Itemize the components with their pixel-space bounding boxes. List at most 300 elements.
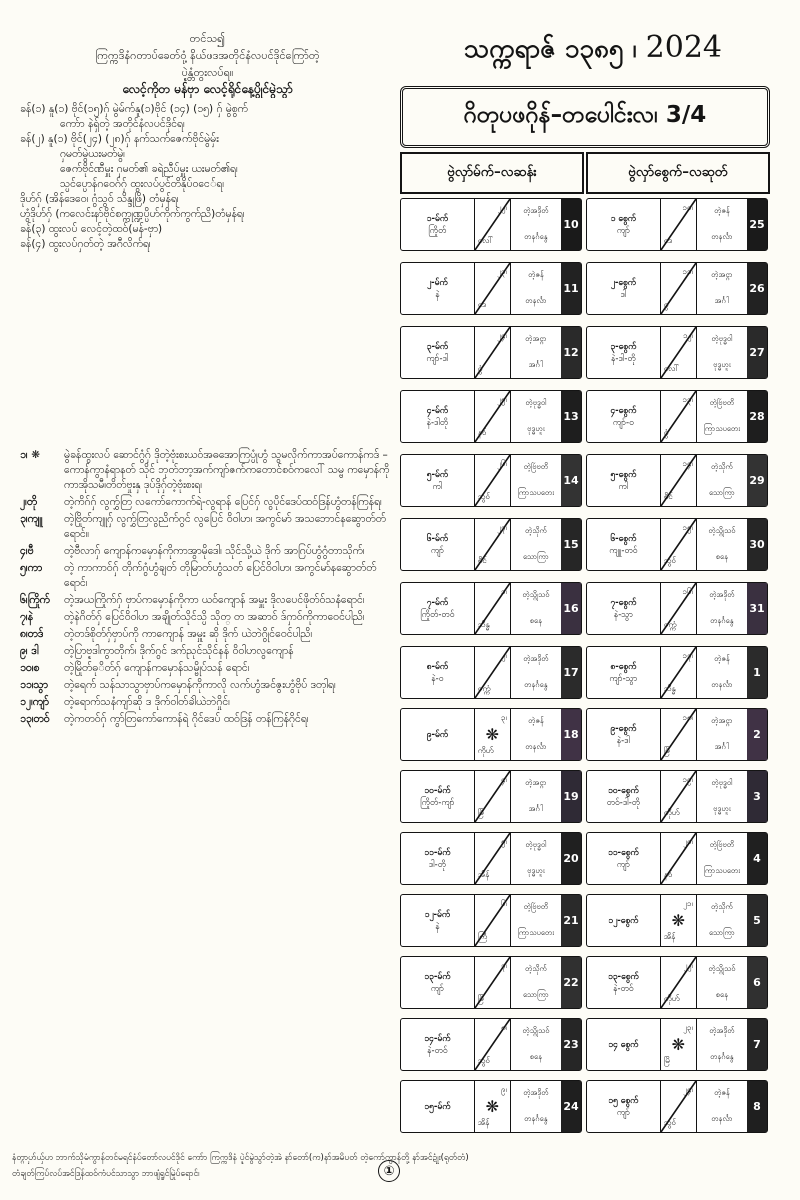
weekday-burmese: တနင်္ဂနွေ <box>710 1051 734 1061</box>
month-title-box: ဂိတုပဖဂိုန်–တပေါင်းလ၊ 3/4 <box>400 86 770 148</box>
lunar-day-sub: နဲ-ဒါ <box>616 735 631 746</box>
weekday-info <box>511 895 561 946</box>
moon-mark <box>475 391 511 442</box>
weekday-info <box>697 583 747 634</box>
moon-mark <box>661 833 697 884</box>
full-moon-icon: ❋ <box>485 1097 499 1116</box>
weekday-mon: တဲ့အင္ဂာ <box>711 270 733 280</box>
weekday-info <box>697 391 747 442</box>
lunar-day-sub: နဲ <box>435 921 440 932</box>
moon-mark <box>475 1081 511 1132</box>
moon-bottom: မြိ <box>477 808 484 817</box>
weekday-mon: တဲ့အင္ဂာ <box>711 716 733 726</box>
gregorian-date: 28 <box>747 391 767 442</box>
weekday-burmese: သောကြာ <box>709 927 735 937</box>
moon-bottom: ကိုဟ် <box>477 746 494 755</box>
weekday-mon: တဲ့သ္ဂိုသဝ် <box>522 590 550 600</box>
gregorian-date: 16 <box>561 583 581 634</box>
moon-bottom: သိန္ဓ <box>477 620 490 629</box>
moon-bottom: မြိ <box>663 746 670 755</box>
weekday-burmese: အင်္ဂါ <box>714 741 730 751</box>
moon-bottom: ဒေ <box>663 236 672 245</box>
weekday-info <box>697 647 747 698</box>
moon-mark <box>661 647 697 698</box>
calendar-day-cell <box>400 832 582 885</box>
gregorian-date: 26 <box>747 263 767 314</box>
lunar-day-sub: ဒါ <box>620 289 627 300</box>
weekday-guide-item <box>20 561 395 591</box>
lunar-day <box>587 895 661 946</box>
moon-top: ၄၊ <box>501 775 507 784</box>
moon-bottom: ဂွံ <box>477 364 483 373</box>
calendar-day-cell <box>400 518 582 571</box>
moon-bottom: သွဝ် <box>477 492 491 501</box>
weekday-burmese: သောကြာ <box>523 989 549 999</box>
lunar-day <box>587 1081 661 1132</box>
weekday-mon: တဲ့ဗြဴဗတိ <box>523 462 549 472</box>
moon-bottom: သွဝ် <box>663 556 677 565</box>
moon-top: ၂၅၊ <box>497 395 507 404</box>
lunar-day-label: ၁၀-မ်က် <box>424 785 451 796</box>
weekday-mon: တဲ့ဇန် <box>714 654 730 664</box>
full-moon-icon: ❋ <box>671 1035 685 1054</box>
moon-top: ၉၊ <box>501 1085 507 1094</box>
weekday-burmese: ဗုဒ္ဓဟူး <box>527 423 545 433</box>
moon-top: ၂၆၊ <box>497 459 507 468</box>
lunar-day-label: ၃-စွေက် <box>610 341 637 352</box>
moon-mark <box>475 583 511 634</box>
lunar-day <box>401 583 475 634</box>
waning-column-header: ဗွဲလှာ်စွေက်–လဆုတ် <box>586 152 770 194</box>
calendar-day-cell <box>400 646 582 699</box>
lunar-day <box>587 1019 661 1070</box>
weekday-mon: တဲ့အဒိုတ် <box>523 1088 549 1098</box>
lunar-day <box>587 263 661 314</box>
moon-top: ၁၆၊ <box>682 587 693 596</box>
weekday-info <box>511 1081 561 1132</box>
weekday-burmese: စနေ <box>715 551 728 561</box>
lunar-day-sub: နဲ-ဝ <box>431 673 444 684</box>
gregorian-date: 17 <box>561 647 581 698</box>
footer-line-2: တံချတ်ကြပ်လပ်အင်ဒြန်ထဝ်ကံပင်သာသွာ ဘာဖျံရ္ခင်မြုဲပ်ရောင်၊ <box>12 1169 200 1179</box>
lunar-day <box>587 391 661 442</box>
lunar-day-sub: ကြိုတ် <box>428 225 447 236</box>
note-line: ဒိုဟ်ဂှ် (အိန်ဒေဝေ၊ ဂွံသွဝ် သိန္ဒုဖြိ) တံမှန်ရ၊ <box>20 193 179 205</box>
weekday-guide-number: ၂၊တို <box>20 496 38 508</box>
lunar-day <box>587 519 661 570</box>
moon-mark <box>661 199 697 250</box>
weekday-mon: တဲ့ဗုဒ္ဓဝါ <box>525 840 547 850</box>
lunar-day <box>401 771 475 822</box>
weekday-info <box>697 263 747 314</box>
lunar-day-sub: ကါ <box>618 481 629 492</box>
weekday-info <box>697 957 747 1008</box>
weekday-guide-item <box>20 627 395 642</box>
note-line: ကော်ာ နဲရှ်တဲ့ အတိုင်နံလပင်ဒိုင်ရ၊ <box>60 118 185 130</box>
gregorian-date: 2 <box>747 709 767 760</box>
moon-top: ၃၊ <box>501 713 507 722</box>
weekday-guide-number: ၁၁၊သွာ <box>20 679 48 691</box>
weekday-burmese: ကြာသပတေး <box>517 487 555 497</box>
calendar-day-cell <box>586 894 768 947</box>
weekday-info <box>511 519 561 570</box>
moon-top: ၂၄၊ <box>497 331 507 340</box>
note-line: ခန်(၂) နူ(၁) ဗိုင်(၂၄) (၂၈)ဂှ် နက်သက်ဇေက်ဗိုင်မွဲမှ်း <box>20 133 219 145</box>
moon-bottom: ကြီ <box>477 932 487 941</box>
lunar-day <box>401 647 475 698</box>
calendar-day-cell <box>400 326 582 379</box>
lunar-day-label: ၈-မ်က် <box>426 661 449 672</box>
weekday-info <box>511 199 561 250</box>
weekday-info <box>697 327 747 378</box>
year-gregorian: 2024 <box>645 30 723 65</box>
calendar-day-cell <box>586 1080 768 1133</box>
moon-mark <box>661 455 697 506</box>
moon-top: ၂၃၊ <box>683 1023 693 1032</box>
calendar-day-cell <box>586 582 768 635</box>
weekday-mon: တဲ့အဒိုတ် <box>523 206 549 216</box>
calendar-day-cell <box>400 1080 582 1133</box>
lunar-day-label: ၉-မ်က် <box>426 729 449 740</box>
weekday-burmese: တနင်္ဂနွေ <box>524 1113 548 1123</box>
lunar-day-sub: တဝ်-ဒါ-တို <box>606 797 641 808</box>
weekday-burmese: အင်္ဂါ <box>714 295 730 305</box>
moon-mark <box>475 327 511 378</box>
weekday-burmese: သောကြာ <box>709 487 735 497</box>
moon-mark <box>475 455 511 506</box>
lunar-day <box>401 709 475 760</box>
gregorian-date: 31 <box>747 583 767 634</box>
weekday-guide-number: ၁၊ ❋ <box>20 449 41 461</box>
weekday-guide-text: တဲ့နဲဂိတ်ဂှ် ပြေင်ဝိဝါဟ အချိုတ်သိုင်သ္ပိ သိုတ္ တ အဆာဝ် ဒ်ဂှာဝ်ကိုကာဝေင်ပါညိ၊ <box>64 611 365 623</box>
lunar-day-label: ၁၂-မ်က် <box>424 909 451 920</box>
moon-top: ၂၃၊ <box>497 267 507 276</box>
lunar-day-sub: ကါ <box>432 481 443 492</box>
weekday-guide-item <box>20 644 395 659</box>
moon-mark <box>475 199 511 250</box>
moon-mark <box>661 957 697 1008</box>
moon-top: ၈၊ <box>500 1023 507 1032</box>
moon-top: ၁၅၊ <box>682 523 693 532</box>
lunar-day-label: ၆-စွေက် <box>610 533 637 544</box>
note-line: ခန်(၄) ထွးလပ်ဂှတ်တဲ့ အဂီလိက်ရ၊ <box>20 238 151 250</box>
lunar-day-label: ၂-စွေက် <box>610 277 637 288</box>
weekday-info <box>697 709 747 760</box>
weekday-info <box>511 709 561 760</box>
moon-mark <box>661 895 697 946</box>
weekday-guide-text: တဲ့ပြာဗ္ဍဒါကွာတိုက်၊ ဒိုက်ဂွင် ဒက်ညုင်သိုင်နန် ဝိဝါဟလွကျောန် <box>64 645 294 657</box>
calendar-day-cell <box>586 956 768 1009</box>
gregorian-date: 27 <box>747 327 767 378</box>
moon-mark <box>661 1081 697 1132</box>
calendar-day-cell <box>586 198 768 251</box>
moon-bottom: မြိ <box>477 994 484 1003</box>
moon-mark <box>475 1019 511 1070</box>
weekday-info <box>697 771 747 822</box>
lunar-day-label: ၁၁-စွေက် <box>607 847 639 858</box>
moon-mark <box>661 771 697 822</box>
weekday-guide-number: ၃၊ကျူ <box>20 513 43 525</box>
lunar-day-sub: နဲ-ဒါတို <box>426 417 449 428</box>
weekday-info <box>697 199 747 250</box>
era-year-mon: သက္ကရာဇ် ၁၃၈၅ ၊ <box>463 34 637 64</box>
weekday-info <box>511 833 561 884</box>
moon-mark <box>661 391 697 442</box>
gregorian-date: 22 <box>561 957 581 1008</box>
moon-top: ၂၄၊ <box>683 1085 693 1094</box>
weekday-mon: တဲ့ဗုဒ္ဓဝါ <box>525 398 547 408</box>
weekday-mon: တဲ့သိုက် <box>524 964 547 974</box>
note-line: သ္ပင်ပ္ပောန်ဂဝေဂ်ဂှ် ထွးလပ်ပွင်တိနိုပ်ဝငေ်ရ၊ <box>60 178 225 190</box>
moon-top: ၁၈၊ <box>682 713 693 722</box>
moon-bottom: လေါ် <box>663 364 680 373</box>
weekday-guide-item <box>20 695 395 710</box>
lunar-day-label: ၂-မ်က် <box>426 277 448 288</box>
moon-mark <box>475 263 511 314</box>
weekday-burmese: စနေ <box>715 989 728 999</box>
calendar-day-cell <box>586 832 768 885</box>
moon-top: ၁၂၊ <box>683 331 693 340</box>
gregorian-date: 20 <box>561 833 581 884</box>
calendar-day-cell <box>400 708 582 761</box>
weekday-guide-number: ၁၀၊စ <box>20 662 40 674</box>
weekday-mon: တဲ့သ္ဂိုသဝ် <box>522 1026 550 1036</box>
moon-top: ၂၊ <box>501 651 507 660</box>
weekday-burmese: စနေ <box>529 1051 542 1061</box>
lunar-day-label: ၃-မ်က် <box>426 341 449 352</box>
moon-mark <box>475 833 511 884</box>
calendar-day-cell <box>400 390 582 443</box>
weekday-guide-item <box>20 544 395 559</box>
lunar-day-label: ၅-မ်က် <box>426 469 449 480</box>
moon-top: ၅၊ <box>501 837 507 846</box>
lunar-day-sub: ကျာ်-ဝ <box>612 417 634 428</box>
calendar-day-cell <box>586 770 768 823</box>
moon-top: ၂၂၊ <box>497 203 507 212</box>
lunar-day <box>401 957 475 1008</box>
lunar-day-sub: ကျာ်-သွာ <box>609 673 638 684</box>
header-line-2: ကြက္ကဒိနံဂတာပ်ခေတ်ဝုံ့ နိယ်ဖဒအတိုင်နံလပင်ဒိုင်ကြော်တဲ့ <box>95 49 320 62</box>
weekday-mon: တဲ့ဇန် <box>528 270 544 280</box>
weekday-info <box>511 1019 561 1070</box>
weekday-info <box>697 1081 747 1132</box>
moon-top: ၁၃၊ <box>682 395 693 404</box>
weekday-burmese: ကြာသပတေး <box>703 865 741 875</box>
weekday-guide-item <box>20 610 395 625</box>
lunar-day <box>401 455 475 506</box>
moon-top: ၁၊ <box>501 587 507 596</box>
moon-mark <box>661 583 697 634</box>
weekday-burmese: ကြာသပတေး <box>703 423 741 433</box>
calendar-day-cell <box>400 262 582 315</box>
weekday-info <box>511 647 561 698</box>
lunar-day-sub: နဲ-တဝ် <box>613 983 634 994</box>
weekday-mon: တဲ့သိုက် <box>710 902 733 912</box>
lunar-day <box>401 391 475 442</box>
lunar-day-label: ၈-စွေက် <box>610 661 637 672</box>
weekday-guide-text: တဲ့ရောက်သနံကျာ်ဆို ဒ ဒိုက်ဝါတ်ခါဲယဲဘဲဂှိုင်၊ <box>64 696 230 708</box>
lunar-day-sub: ကြိုတ်-တဝ် <box>420 609 455 620</box>
lunar-day <box>587 199 661 250</box>
weekday-guide-number: ၅၊ကာ <box>20 562 43 574</box>
weekday-info <box>511 957 561 1008</box>
weekday-burmese: တနင်္ဂနွေ <box>710 615 734 625</box>
lunar-day-label: ၆-မ်က် <box>426 533 449 544</box>
moon-mark <box>475 895 511 946</box>
gregorian-date: 1 <box>747 647 767 698</box>
calendar-day-cell <box>400 1018 582 1071</box>
weekday-burmese: တနင်္ဂနွေ <box>524 231 548 241</box>
weekday-mon: တဲ့သိုက် <box>710 462 733 472</box>
moon-bottom: ဂွ <box>663 300 669 309</box>
weekday-guide-item <box>20 448 395 493</box>
gregorian-date: 21 <box>561 895 581 946</box>
footer-note <box>12 1150 788 1182</box>
lunar-day-sub: နဲ-သွာ <box>613 609 633 620</box>
calendar-day-cell <box>586 454 768 507</box>
lunar-day-sub: နဲ <box>435 289 440 300</box>
page-number: ① <box>378 1160 400 1182</box>
header-line-1: တင်သ၍ <box>189 32 226 45</box>
calendar-day-cell <box>400 454 582 507</box>
weekday-mon: တဲ့ဇန် <box>714 1088 730 1098</box>
lunar-day-sub: ကျာ် <box>616 225 630 236</box>
note-line: ဂှမတ်မွဲယးမတ်မွဲ၊ <box>60 148 125 160</box>
moon-mark <box>661 519 697 570</box>
calendar-day-cell <box>586 708 768 761</box>
gregorian-date: 19 <box>561 771 581 822</box>
moon-bottom: စိင် <box>477 556 487 565</box>
note-line: ခန်(၃) ထွးလပ် လေင့်တဲ့ထဝ်(မန်-ဗှာ) <box>20 223 163 235</box>
lunar-day <box>587 327 661 378</box>
full-moon-icon: ❋ <box>485 725 499 744</box>
lunar-day-sub: နဲ-တဝ် <box>427 1045 448 1056</box>
weekday-guide-text: တဲ့အယကြိုက်ဂှ် ဗှာပ်ကမှောန်ကိုကာ ယဝ်ကျောန် အမှူး ဒိုလပေင်ဖိုတ်ဝ်သနံရောင်၊ <box>64 594 365 606</box>
weekday-info <box>697 455 747 506</box>
weekday-mon: တဲ့ဗြဴဗတိ <box>523 902 549 912</box>
weekday-guide-number: ၁၂၊ကျာ် <box>20 696 49 708</box>
moon-top: ၁၀၊ <box>682 203 693 212</box>
lunar-day-label: ၅-စွေက် <box>610 469 637 480</box>
lunar-day <box>587 957 661 1008</box>
gregorian-date: 24 <box>561 1081 581 1132</box>
weekday-info <box>697 519 747 570</box>
weekday-guide-text: တဲ့ကတဝ်ဂှ် ကွာ်တြကော်ကောန်ရဲ ဂိုင်ဒေပ် ထဝ်ဒြန် တန်ကြန်ဂိုင်ရ၊ <box>64 713 309 725</box>
weekday-guide-item <box>20 593 395 608</box>
weekday-burmese: ဗုဒ္ဓဟူး <box>527 865 545 875</box>
lunar-day-label: ၄-စွေက် <box>610 405 637 416</box>
weekday-mon: တဲ့အင္ဂာ <box>525 334 547 344</box>
moon-top: ၂၂၊ <box>683 961 693 970</box>
moon-mark <box>475 771 511 822</box>
moon-top: ၂၁၊ <box>683 899 693 908</box>
lunar-day <box>401 199 475 250</box>
moon-mark <box>661 709 697 760</box>
moon-mark <box>661 263 697 314</box>
weekday-burmese: ဗုဒ္ဓဟူး <box>713 359 731 369</box>
note-line: ခန်(၁) နူ(၁) ဗိုင်(၁၅)ဂှ် မွဲမ်က်နူ(၁)ဗိုင် (၁၄) (၁၅) ဂှ် မွဲစွက် <box>20 103 248 115</box>
note-line: ဇေက်ဗိုင်ဏီမှူး ဂှမတ်၏ ခရဲညီပ်မှူး ယးမတ်၏ရ၊ <box>60 163 238 175</box>
lunar-day-label: ၁ စွေက် <box>610 213 637 224</box>
moon-bottom: ကိုဟ် <box>663 994 680 1003</box>
weekday-mon: တဲ့ဗြဴဗတိ <box>709 840 735 850</box>
weekday-guide-number: ၆၊ကြိုက် <box>20 594 50 606</box>
weekday-guide-text: တဲ့ကိဂ်ဂှ် လွကွှ်တြ လကော်ကောက်ရဲ-လွရာန် ပြေင်ဂှ် လွပိုင်ဒေပ်ထဝ်ဒြန်ဟွံတန်ကြန်ရ၊ <box>64 496 382 508</box>
weekday-info <box>511 263 561 314</box>
gregorian-date: 29 <box>747 455 767 506</box>
moon-mark <box>475 647 511 698</box>
moon-bottom: ဂွံ <box>663 428 669 437</box>
weekday-guide-number: ၇၊နဲ <box>20 611 34 623</box>
lunar-day-sub: ကျာ် <box>430 545 444 556</box>
calendar-day-cell <box>400 198 582 251</box>
note-line: ဟွံဒိုဟ်ဂှ် (ကလေင်းနာ်ဗိုင်စက္ကုဏ္ဍပ္ပိဟ်ကိုက်ကွက်ညိ)တံမှန်ရ၊ <box>20 208 245 220</box>
calendar-day-cell <box>400 582 582 635</box>
gregorian-date: 15 <box>561 519 581 570</box>
moon-bottom: လေါ် <box>477 236 494 245</box>
weekday-guide-item <box>20 495 395 510</box>
moon-mark <box>661 327 697 378</box>
calendar-day-cell <box>586 390 768 443</box>
weekday-burmese: အင်္ဂါ <box>528 803 544 813</box>
lunar-day-sub: ကျာ် <box>616 859 630 870</box>
lunar-day <box>587 771 661 822</box>
lunar-day <box>401 895 475 946</box>
moon-bottom: သွဝ် <box>477 1056 491 1065</box>
lunar-day-label: ၁၃-မ်က် <box>424 971 451 982</box>
lunar-day-sub: ဒါ-တို <box>428 859 447 870</box>
weekday-mon: တဲ့အဒိုတ် <box>709 1026 735 1036</box>
weekday-guide-number: ၉၊ ဒါ <box>20 645 39 657</box>
lunar-day-sub: ကျာ်-ဒါ <box>426 353 449 364</box>
weekday-burmese: စနေ <box>529 615 542 625</box>
calendar-day-cell <box>400 894 582 947</box>
gregorian-date: 11 <box>561 263 581 314</box>
moon-mark <box>475 519 511 570</box>
gregorian-date: 3 <box>747 771 767 822</box>
calendar-day-cell <box>586 518 768 571</box>
header-line-3: ပ္ဍဲန္တံတွးလပ်ရ။ <box>181 66 234 79</box>
weekday-mon: တဲ့အဒိုတ် <box>709 590 735 600</box>
weekday-info <box>697 1019 747 1070</box>
moon-bottom: အိန် <box>663 932 676 941</box>
weekday-mon: တဲ့ဇန် <box>714 206 730 216</box>
moon-bottom: အိန် <box>477 870 490 879</box>
weekday-mon: တဲ့ဇန် <box>528 716 544 726</box>
weekday-guide-text: တဲ့ဗြိုတ်ကျူဂှ် လွကွှ်တြလွညိက်ဂွင် လွပြေင် ဝိဝါဟ၊ အကွင်မာ် အသဘောင်နဆွောတ်တ်ရောင်။ <box>64 513 386 540</box>
lunar-day-label: ၁၃-စွေက် <box>607 971 639 982</box>
moon-bottom: ဇက္ကံ <box>663 620 677 629</box>
moon-top: ၁၉၊ <box>682 775 693 784</box>
weekday-mon: တဲ့သ္ဂိုသဝ် <box>708 964 736 974</box>
weekday-guide-text: တဲ့ရေက် သန်သာသွာဗှာပ်ကမှောန်ကိုကာလို လက်ဟွံအင်ဇွးဟွံဗိုပ် ဒတုါရ၊ <box>64 679 336 691</box>
calendar-day-cell <box>586 646 768 699</box>
gregorian-date: 8 <box>747 1081 767 1132</box>
moon-bottom: သွဝ် <box>663 1118 677 1127</box>
weekday-mon: တဲ့အဒိုတ် <box>523 654 549 664</box>
weekday-info <box>511 327 561 378</box>
moon-bottom: ဒေ <box>477 300 486 309</box>
weekday-burmese: တနင်္လာ <box>711 1113 733 1123</box>
lunar-day-label: ၄-မ်က် <box>426 405 449 416</box>
header-line-4: လေင့်ကိုတ မန်ဗှာ လေင့်ရိုင်နေ့ပွိုင်မွဲသွာ် <box>122 82 293 96</box>
moon-top: ၂၀၊ <box>683 837 693 846</box>
weekday-guide-item <box>20 661 395 676</box>
moon-mark <box>475 709 511 760</box>
gregorian-date: 10 <box>561 199 581 250</box>
gregorian-date: 7 <box>747 1019 767 1070</box>
lunar-day-label: ၇-စွေက် <box>610 597 637 608</box>
